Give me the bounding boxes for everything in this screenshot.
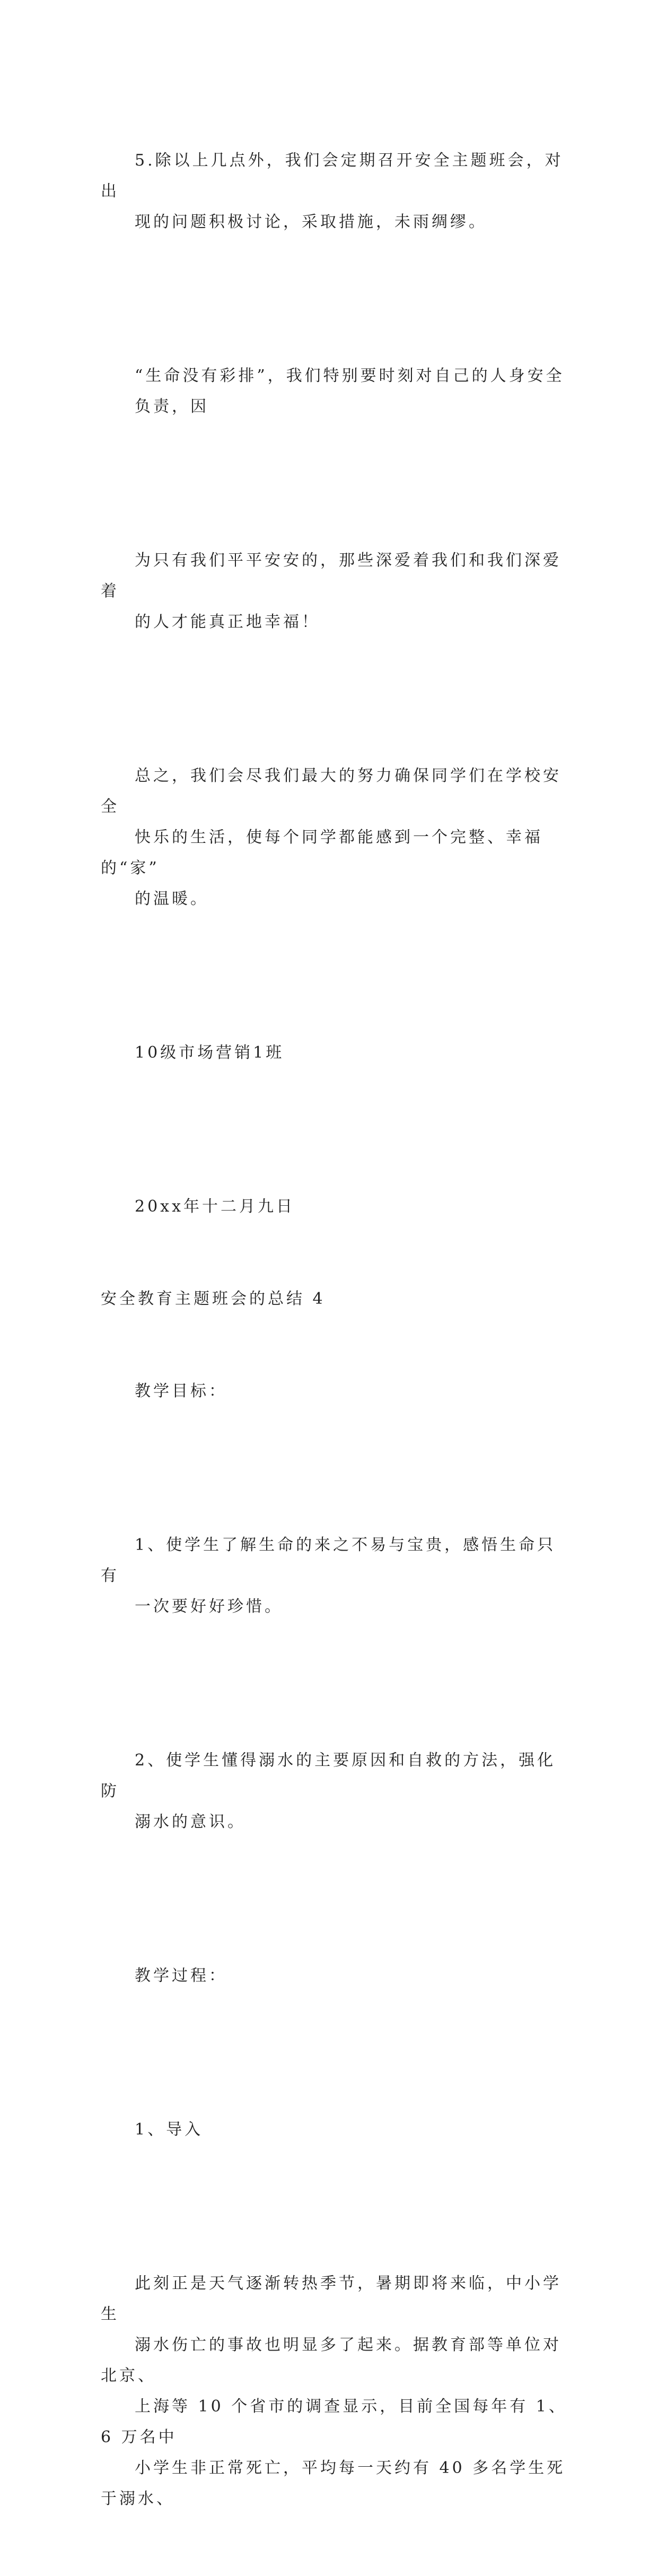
text-line: 1、使学生了解生命的来之不易与宝贵，感悟生命只有 — [101, 1536, 556, 1585]
text-line: 的温暖。 — [135, 890, 209, 908]
text-line: 快乐的生活，使每个同学都能感到一个完整、幸福的“家” — [101, 828, 543, 877]
text-line: 教学目标： — [135, 1382, 227, 1400]
text-line: 为只有我们平平安安的，那些深爱着我们和我们深爱着 — [101, 551, 562, 601]
paragraph-goal-2 — [101, 1684, 567, 1899]
paragraph-conclusion — [101, 699, 567, 976]
paragraph-safe-happy — [101, 484, 567, 699]
signature-date — [101, 1130, 567, 1284]
signature-class — [101, 976, 567, 1130]
section-title: 安全教育主题班会的总结 4 — [101, 1290, 326, 1308]
text-line: 此刻正是天气逐渐转热季节，暑期即将来临，中小学生 — [101, 2274, 562, 2323]
text-line: 10级市场营销1班 — [135, 1043, 285, 1062]
paragraph-goal-1 — [101, 1468, 567, 1684]
paragraph-no-rehearsal — [101, 299, 567, 484]
text-line: 5.除以上几点外，我们会定期召开安全主题班会，对出 — [101, 151, 564, 201]
text-line: 负责，因 — [135, 397, 209, 416]
paragraph-teaching-process-label — [101, 1899, 567, 2053]
paragraph-introduction-body — [101, 2207, 567, 2576]
text-line: 1、导入 — [135, 2120, 204, 2139]
paragraph-group-bottom — [101, 1315, 567, 2576]
text-line: 2、使学生懂得溺水的主要原因和自救的方法，强化防 — [101, 1751, 556, 1800]
paragraph-group-top — [101, 84, 567, 1284]
text-line: 现的问题积极讨论，采取措施，未雨绸缪。 — [135, 213, 487, 231]
text-line: 一次要好好珍惜。 — [135, 1597, 283, 1616]
text-line: 的人才能真正地幸福！ — [135, 613, 320, 631]
text-line: 上海等 10 个省市的调查显示，目前全国每年有 1、6 万名中 — [101, 2397, 567, 2447]
text-line: 20xx年十二月九日 — [135, 1197, 295, 1216]
text-line: 溺水的意识。 — [135, 1813, 246, 1831]
text-line: 溺水伤亡的事故也明显多了起来。据教育部等单位对北京、 — [101, 2336, 562, 2385]
paragraph-teaching-goals-label — [101, 1315, 567, 1468]
text-line: 教学过程： — [135, 1966, 227, 1985]
paragraph-safety-meetings — [101, 84, 567, 299]
document-body — [101, 84, 567, 2576]
text-line: 总之，我们会尽我们最大的努力确保同学们在学校安全 — [101, 767, 562, 816]
text-line: “生命没有彩排”，我们特别要时刻对自己的人身安全 — [135, 367, 565, 385]
text-line: 小学生非正常死亡，平均每一天约有 40 多名学生死于溺水、 — [101, 2459, 566, 2508]
paragraph-introduction-label — [101, 2053, 567, 2207]
